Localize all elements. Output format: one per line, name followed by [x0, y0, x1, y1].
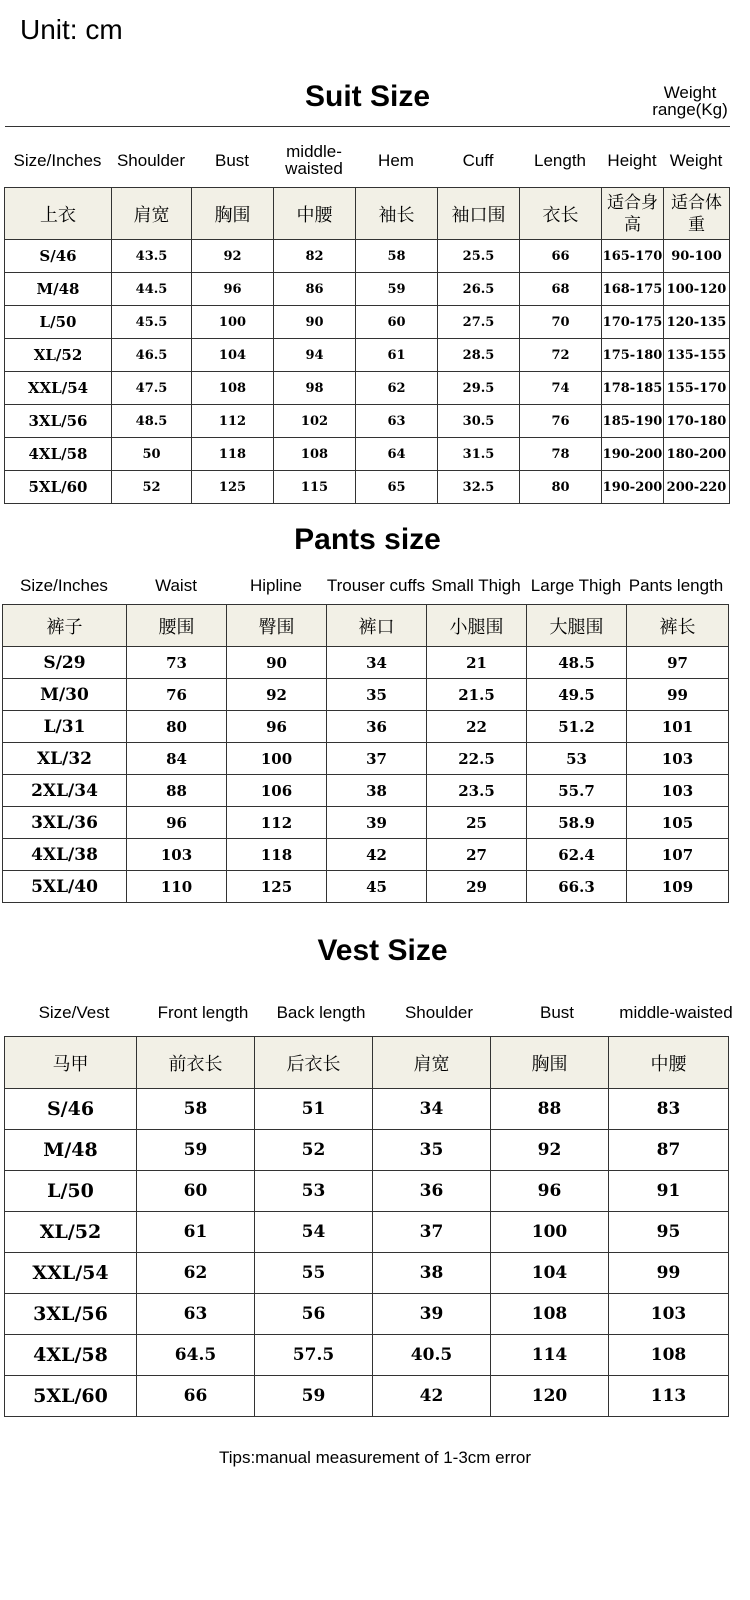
pants-cell: 76 [127, 679, 227, 711]
suit-cell: 31.5 [438, 438, 520, 471]
suit-cell: 168-175 [602, 273, 664, 306]
vest-row [5, 1335, 729, 1376]
pants-cell: 51.2 [527, 711, 627, 743]
suit-cell: 135-155 [664, 339, 730, 372]
pants-cn-header: 腰围 [127, 605, 227, 647]
pants-cell: 48.5 [527, 647, 627, 679]
suit-cell: 46.5 [112, 339, 192, 372]
suit-cell: 185-190 [602, 405, 664, 438]
suit-cell: S/46 [5, 240, 112, 273]
vest-cell: 108 [609, 1335, 729, 1376]
vest-cell: 103 [609, 1294, 729, 1335]
suit-cell: 98 [274, 372, 356, 405]
pants-cell: 4XL/38 [3, 839, 127, 871]
vest-cell: 95 [609, 1212, 729, 1253]
vest-cell: 59 [255, 1376, 373, 1417]
suit-cell: 5XL/60 [5, 471, 112, 504]
suit-cell: 90-100 [664, 240, 730, 273]
suit-en-header: Size/Inches [13, 150, 102, 170]
pants-cell: 35 [327, 679, 427, 711]
suit-cell: 66 [520, 240, 602, 273]
tips-text: Tips:manual measurement of 1-3cm error [218, 1448, 532, 1467]
pants-en-header: Size/Inches [20, 575, 108, 595]
vest-row [5, 1294, 729, 1335]
vest-cell: 120 [491, 1376, 609, 1417]
vest-row [5, 1212, 729, 1253]
vest-cell: L/50 [5, 1171, 137, 1212]
vest-cell: 35 [373, 1130, 491, 1171]
pants-cell: 99 [627, 679, 729, 711]
suit-en-header: Weight [669, 150, 723, 170]
pants-cell: 22 [427, 711, 527, 743]
pants-cell: 45 [327, 871, 427, 903]
pants-cell: 96 [227, 711, 327, 743]
vest-size-table [4, 1036, 729, 1417]
suit-cell: 102 [274, 405, 356, 438]
pants-cell: 2XL/34 [3, 775, 127, 807]
vest-cell: 5XL/60 [5, 1376, 137, 1417]
vest-cn-header: 马甲 [5, 1037, 137, 1089]
suit-cell: 155-170 [664, 372, 730, 405]
pants-cell: 97 [627, 647, 729, 679]
pants-row [3, 679, 729, 711]
suit-cell: 190-200 [602, 438, 664, 471]
suit-cell: 178-185 [602, 372, 664, 405]
suit-en-header: middle-waisted [285, 142, 343, 178]
suit-cn-header: 袖长 [356, 188, 438, 240]
suit-row [5, 339, 730, 372]
suit-cell: L/50 [5, 306, 112, 339]
pants-cell: 110 [127, 871, 227, 903]
vest-cell: 38 [373, 1253, 491, 1294]
pants-cell: L/31 [3, 711, 127, 743]
suit-cell: 112 [192, 405, 274, 438]
vest-cell: 64.5 [137, 1335, 255, 1376]
vest-cell: 99 [609, 1253, 729, 1294]
suit-cell: 63 [356, 405, 438, 438]
suit-cell: 200-220 [664, 471, 730, 504]
vest-row [5, 1089, 729, 1130]
suit-cn-header: 适合体重 [664, 188, 730, 240]
pants-en-header-row [2, 566, 726, 604]
suit-cell: 76 [520, 405, 602, 438]
vest-cell: 56 [255, 1294, 373, 1335]
suit-en-header-spacer [5, 127, 730, 188]
vest-cell: 59 [137, 1130, 255, 1171]
vest-cell: 51 [255, 1089, 373, 1130]
suit-cell: 94 [274, 339, 356, 372]
vest-cell: 96 [491, 1171, 609, 1212]
suit-cell: 180-200 [664, 438, 730, 471]
suit-cell: 96 [192, 273, 274, 306]
suit-cell: 190-200 [602, 471, 664, 504]
vest-cell: 39 [373, 1294, 491, 1335]
suit-cell: 28.5 [438, 339, 520, 372]
pants-en-header: Waist [155, 575, 197, 595]
suit-cell: 26.5 [438, 273, 520, 306]
pants-en-header: Trouser cuffs [326, 575, 426, 595]
vest-row [5, 1376, 729, 1417]
pants-cell: 53 [527, 743, 627, 775]
vest-cell: XL/52 [5, 1212, 137, 1253]
vest-cn-header: 肩宽 [373, 1037, 491, 1089]
suit-row [5, 240, 730, 273]
pants-cell: 42 [327, 839, 427, 871]
vest-cell: 113 [609, 1376, 729, 1417]
pants-cell: 55.7 [527, 775, 627, 807]
suit-cell: 27.5 [438, 306, 520, 339]
pants-cell: S/29 [3, 647, 127, 679]
suit-en-header: Shoulder [116, 150, 186, 170]
suit-cell: 118 [192, 438, 274, 471]
vest-cell: 4XL/58 [5, 1335, 137, 1376]
suit-cell: XXL/54 [5, 372, 112, 405]
pants-cell: 88 [127, 775, 227, 807]
suit-cn-header-row [5, 188, 730, 240]
pants-size-table [2, 604, 729, 903]
pants-cell: 103 [127, 839, 227, 871]
vest-cell: 92 [491, 1130, 609, 1171]
pants-cell: 101 [627, 711, 729, 743]
suit-cell: 74 [520, 372, 602, 405]
vest-cell: M/48 [5, 1130, 137, 1171]
vest-row [5, 1130, 729, 1171]
pants-cell: M/30 [3, 679, 127, 711]
suit-cell: 58 [356, 240, 438, 273]
suit-cell: 72 [520, 339, 602, 372]
vest-cell: 60 [137, 1171, 255, 1212]
suit-cell: 100-120 [664, 273, 730, 306]
suit-cell: 43.5 [112, 240, 192, 273]
pants-cell: 112 [227, 807, 327, 839]
pants-cell: 29 [427, 871, 527, 903]
suit-cell: M/48 [5, 273, 112, 306]
pants-cell: XL/32 [3, 743, 127, 775]
pants-cell: 5XL/40 [3, 871, 127, 903]
suit-cn-header: 胸围 [192, 188, 274, 240]
pants-cell: 109 [627, 871, 729, 903]
suit-cell: 62 [356, 372, 438, 405]
pants-cell: 37 [327, 743, 427, 775]
pants-cell: 105 [627, 807, 729, 839]
vest-cell: 52 [255, 1130, 373, 1171]
pants-cell: 34 [327, 647, 427, 679]
pants-cell: 58.9 [527, 807, 627, 839]
suit-cell: 50 [112, 438, 192, 471]
vest-cn-header: 中腰 [609, 1037, 729, 1089]
suit-cell: 25.5 [438, 240, 520, 273]
vest-cell: 3XL/56 [5, 1294, 137, 1335]
suit-cn-header: 衣长 [520, 188, 602, 240]
pants-cell: 49.5 [527, 679, 627, 711]
suit-cell: 170-180 [664, 405, 730, 438]
vest-cell: 57.5 [255, 1335, 373, 1376]
vest-en-header: Front length [157, 1002, 249, 1022]
suit-cell: 29.5 [438, 372, 520, 405]
pants-cell: 125 [227, 871, 327, 903]
vest-cn-header-row [5, 1037, 729, 1089]
suit-weight-note: Weight range(Kg) [652, 83, 728, 119]
vest-en-header: Size/Vest [38, 1002, 110, 1022]
pants-cn-header: 大腿围 [527, 605, 627, 647]
suit-cell: 47.5 [112, 372, 192, 405]
suit-cell: 4XL/58 [5, 438, 112, 471]
suit-cn-header: 上衣 [5, 188, 112, 240]
vest-cn-header: 后衣长 [255, 1037, 373, 1089]
pants-cell: 3XL/36 [3, 807, 127, 839]
suit-cell: 86 [274, 273, 356, 306]
vest-cell: 88 [491, 1089, 609, 1130]
suit-row [5, 372, 730, 405]
suit-row [5, 438, 730, 471]
pants-cell: 84 [127, 743, 227, 775]
suit-row [5, 471, 730, 504]
suit-cell: 80 [520, 471, 602, 504]
suit-size-table [4, 126, 730, 504]
suit-cell: 32.5 [438, 471, 520, 504]
pants-cell: 25 [427, 807, 527, 839]
suit-cn-header: 中腰 [274, 188, 356, 240]
pants-cell: 90 [227, 647, 327, 679]
suit-row [5, 273, 730, 306]
pants-cell: 23.5 [427, 775, 527, 807]
vest-en-header-row [4, 990, 736, 1034]
vest-en-header: Bust [539, 1002, 575, 1022]
vest-cell: XXL/54 [5, 1253, 137, 1294]
pants-row [3, 647, 729, 679]
suit-cell: 78 [520, 438, 602, 471]
suit-cell: 108 [274, 438, 356, 471]
vest-cell: 61 [137, 1212, 255, 1253]
suit-cell: 90 [274, 306, 356, 339]
vest-body [5, 1089, 729, 1417]
suit-cell: 44.5 [112, 273, 192, 306]
suit-cell: 48.5 [112, 405, 192, 438]
pants-en-header: Large Thigh [530, 575, 622, 595]
suit-cell: 70 [520, 306, 602, 339]
pants-cn-header: 小腿围 [427, 605, 527, 647]
suit-cell: 52 [112, 471, 192, 504]
pants-en-header: Hipline [250, 575, 302, 595]
pants-cell: 62.4 [527, 839, 627, 871]
suit-cell: 170-175 [602, 306, 664, 339]
vest-cell: 55 [255, 1253, 373, 1294]
suit-cell: 65 [356, 471, 438, 504]
pants-cell: 73 [127, 647, 227, 679]
suit-en-header: Height [607, 150, 657, 170]
suit-cell: 3XL/56 [5, 405, 112, 438]
pants-row [3, 775, 729, 807]
pants-row [3, 871, 729, 903]
vest-en-header: middle-waisted [619, 1002, 733, 1022]
pants-cell: 36 [327, 711, 427, 743]
suit-cell: 61 [356, 339, 438, 372]
vest-cell: 100 [491, 1212, 609, 1253]
pants-cell: 66.3 [527, 871, 627, 903]
vest-cell: 37 [373, 1212, 491, 1253]
pants-en-header: Small Thigh [431, 575, 521, 595]
vest-cell: 36 [373, 1171, 491, 1212]
pants-title: Pants size [294, 523, 441, 556]
suit-cn-header: 适合身高 [602, 188, 664, 240]
suit-cell: 125 [192, 471, 274, 504]
suit-cell: 108 [192, 372, 274, 405]
vest-cn-header: 胸围 [491, 1037, 609, 1089]
pants-cell: 21 [427, 647, 527, 679]
vest-cell: 58 [137, 1089, 255, 1130]
pants-cn-header: 裤子 [3, 605, 127, 647]
vest-cell: 63 [137, 1294, 255, 1335]
suit-cell: 60 [356, 306, 438, 339]
suit-cell: 165-170 [602, 240, 664, 273]
vest-cell: 108 [491, 1294, 609, 1335]
suit-cell: 68 [520, 273, 602, 306]
pants-cell: 106 [227, 775, 327, 807]
pants-cell: 103 [627, 743, 729, 775]
vest-cell: 114 [491, 1335, 609, 1376]
vest-cell: 91 [609, 1171, 729, 1212]
suit-cell: 120-135 [664, 306, 730, 339]
pants-body [3, 647, 729, 903]
pants-cell: 118 [227, 839, 327, 871]
suit-cell: 45.5 [112, 306, 192, 339]
vest-cell: 104 [491, 1253, 609, 1294]
vest-cell: 40.5 [373, 1335, 491, 1376]
unit-label: Unit: cm [20, 14, 123, 45]
pants-cell: 103 [627, 775, 729, 807]
pants-cell: 39 [327, 807, 427, 839]
pants-cn-header: 臀围 [227, 605, 327, 647]
suit-cn-header: 袖口围 [438, 188, 520, 240]
pants-cell: 22.5 [427, 743, 527, 775]
vest-cell: 42 [373, 1376, 491, 1417]
vest-en-header: Back length [276, 1002, 366, 1022]
suit-title: Suit Size [304, 80, 431, 113]
suit-cell: 30.5 [438, 405, 520, 438]
vest-en-header: Shoulder [404, 1002, 474, 1022]
suit-cell: 115 [274, 471, 356, 504]
vest-cell: 54 [255, 1212, 373, 1253]
pants-cell: 27 [427, 839, 527, 871]
vest-cell: 66 [137, 1376, 255, 1417]
pants-cell: 100 [227, 743, 327, 775]
pants-cell: 92 [227, 679, 327, 711]
pants-row [3, 807, 729, 839]
vest-row [5, 1171, 729, 1212]
suit-row [5, 306, 730, 339]
pants-row [3, 839, 729, 871]
pants-cell: 80 [127, 711, 227, 743]
vest-title: Vest Size [317, 934, 448, 967]
pants-cell: 96 [127, 807, 227, 839]
vest-cell: 34 [373, 1089, 491, 1130]
pants-cn-header: 裤长 [627, 605, 729, 647]
vest-cell: S/46 [5, 1089, 137, 1130]
suit-row [5, 405, 730, 438]
suit-body [5, 240, 730, 504]
vest-cell: 53 [255, 1171, 373, 1212]
suit-cell: 175-180 [602, 339, 664, 372]
vest-cell: 87 [609, 1130, 729, 1171]
suit-cell: 64 [356, 438, 438, 471]
pants-row [3, 743, 729, 775]
pants-cell: 21.5 [427, 679, 527, 711]
pants-cn-header: 裤口 [327, 605, 427, 647]
suit-cell: 59 [356, 273, 438, 306]
suit-en-header: Bust [214, 150, 250, 170]
pants-cell: 107 [627, 839, 729, 871]
pants-en-header: Pants length [628, 575, 724, 595]
suit-en-header: Length [534, 150, 586, 170]
suit-en-header: Hem [378, 150, 414, 170]
pants-cn-header-row [3, 605, 729, 647]
vest-row [5, 1253, 729, 1294]
suit-cell: 100 [192, 306, 274, 339]
suit-cell: 82 [274, 240, 356, 273]
suit-cn-header: 肩宽 [112, 188, 192, 240]
suit-en-header: Cuff [462, 150, 494, 170]
vest-cn-header: 前衣长 [137, 1037, 255, 1089]
suit-cell: XL/52 [5, 339, 112, 372]
vest-cell: 83 [609, 1089, 729, 1130]
pants-row [3, 711, 729, 743]
suit-cell: 104 [192, 339, 274, 372]
pants-cell: 38 [327, 775, 427, 807]
suit-cell: 92 [192, 240, 274, 273]
vest-cell: 62 [137, 1253, 255, 1294]
